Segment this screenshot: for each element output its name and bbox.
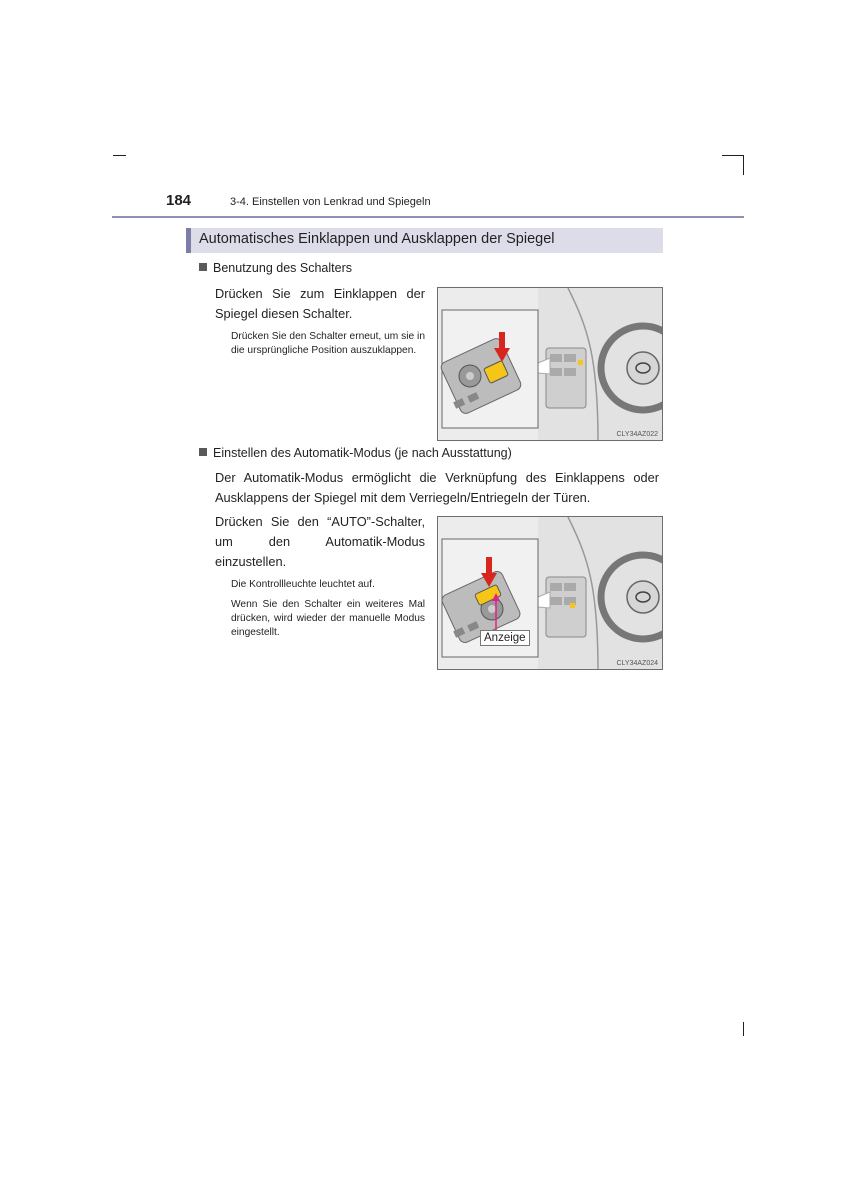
figure-code: CLY34AZ022 — [616, 431, 658, 438]
dashboard-illustration — [438, 517, 663, 670]
crop-mark-top-right-v — [743, 155, 744, 175]
section-title: Automatisches Einklappen und Ausklappen der Spiegel — [199, 231, 555, 247]
square-bullet-icon — [199, 263, 207, 271]
figure-auto-switch — [437, 516, 663, 670]
indicator-label: Anzeige — [480, 630, 530, 646]
header-rule — [112, 216, 744, 218]
note-indicator-light: Die Kontrollleuchte leuchtet auf. — [231, 579, 375, 590]
chapter-title: 3-4. Einstellen von Lenkrad und Spiegeln — [230, 196, 431, 208]
section-title-bar — [186, 228, 663, 253]
dashboard-illustration — [438, 288, 663, 441]
crop-mark-bottom-right — [743, 1022, 744, 1036]
figure-code: CLY34AZ024 — [616, 660, 658, 667]
body-text-auto-intro: Der Automatik-Modus ermöglicht die Verknüpfung des Einklappens oder Ausklappens der Spiegel mit dem Verriegeln/Entriegeln der Türen. — [215, 470, 659, 505]
page-number: 184 — [166, 192, 192, 209]
body-text-auto-switch: Drücken Sie den “AUTO”-Schalter, um den Automatik-Modus einzustellen. — [215, 514, 425, 569]
note-unfold: Drücken Sie den Schalter erneut, um sie in die ursprüngliche Position auszuklappen. — [231, 331, 425, 356]
crop-mark-top-right-h — [722, 155, 744, 156]
subheading-auto-mode: Einstellen des Automatik-Modus (je nach Ausstattung) — [199, 446, 512, 460]
square-bullet-icon — [199, 448, 207, 456]
body-text-fold: Drücken Sie zum Einklappen der Spiegel diesen Schalter. — [215, 286, 425, 321]
figure-mirror-switch — [437, 287, 663, 441]
subheading-switch-usage: Benutzung des Schalters — [199, 261, 352, 275]
crop-mark-top-left — [113, 155, 126, 156]
note-manual-mode: Wenn Sie den Schalter ein weiteres Mal drücken, wird wieder der manuelle Modus eingestellt. — [231, 599, 425, 638]
